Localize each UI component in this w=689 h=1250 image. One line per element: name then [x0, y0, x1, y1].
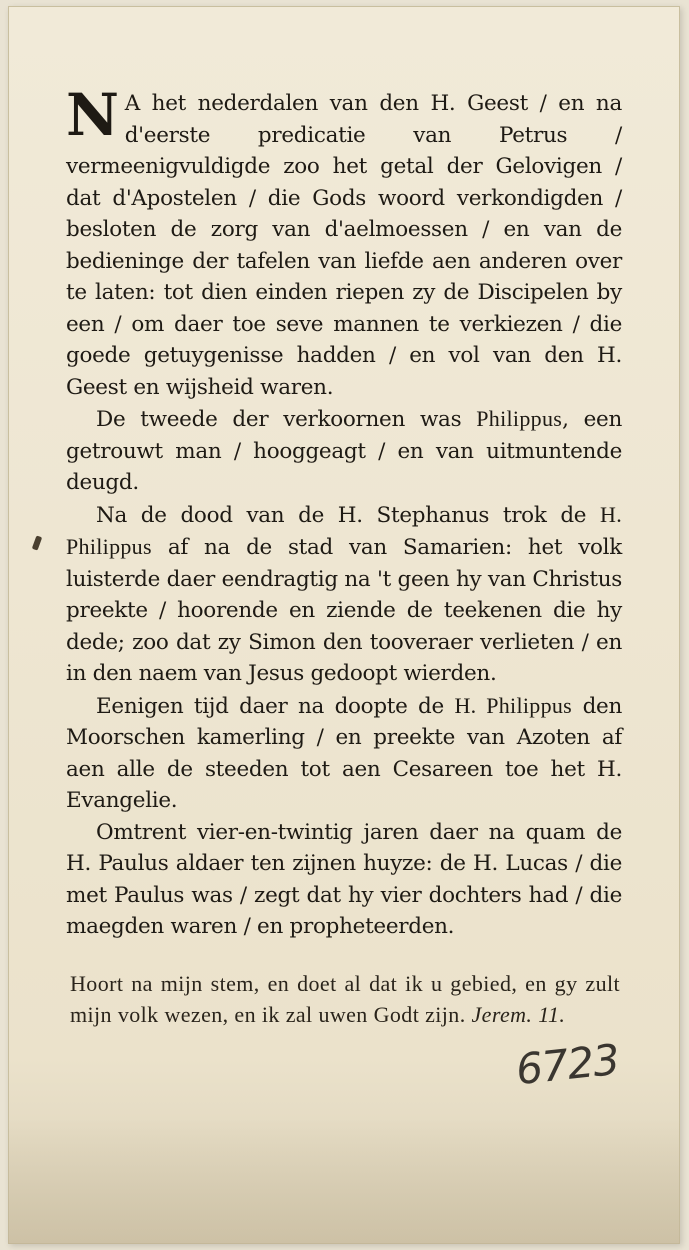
handwritten-number: 6723 — [513, 1034, 622, 1095]
paragraph-3-start: Na de dood van de H. Stephanus trok de — [96, 502, 587, 528]
paragraph-2-end: , een getrouwt man / hooggeagt / en van uitmuntende deugd. — [66, 407, 622, 495]
paragraph-1-text: A het nederdalen van den H. Geest / en na d'eerste predicatie van Petrus / vermeenigvuldigde zoo het getal der Gelovigen / dat d'Apostelen / die Gods woord verkondigden / besloten de zorg van d'aelmoessen / en van de bedieninge der tafelen van liefde aen anderen over te laten: tot dien einden riepen zy de Discipelen by een / om daer toe seve mannen te verkiezen / die goede getuygenisse hadden / en vol van den H. Geest en wijsheid waren. — [66, 91, 622, 400]
main-text — [66, 81, 622, 943]
paragraph-2 — [66, 403, 622, 499]
paragraph-3-name: H. Philippus — [66, 501, 622, 559]
paper-lower-stain — [8, 1118, 680, 1244]
quote-text: Hoort na mijn stem, en doet al dat ik u gebied, en gy zult mijn volk wezen, en ik zal uwen Godt zijn. — [70, 971, 620, 1027]
paragraph-1 — [66, 81, 622, 403]
paragraph-4-name: H. Philippus — [454, 692, 573, 718]
paragraph-5-text: Omtrent vier-en-twintig jaren daer na quam de H. Paulus aldaer ten zijnen huyze: de H. Lucas / die met Paulus was / zegt dat hy vier dochters had / die maegden waren / en propheteerden. — [66, 819, 622, 939]
scripture-quote — [70, 968, 620, 1030]
drop-cap: N — [66, 81, 119, 149]
paragraph-2-name: Philippus — [476, 406, 563, 431]
paragraph-4 — [66, 690, 622, 817]
quote-reference: Jerem. 11. — [471, 1002, 566, 1027]
paragraph-3 — [66, 499, 622, 690]
paragraph-3-end: af na de stad van Samarien: het volk luisterde daer eendragtig na 't geen hy van Christus preekte / hoorende en ziende de teekenen die hy dede; zoo dat zy Simon den tooveraer verlieten / en in den naem van Jesus gedoopt wierden. — [66, 535, 622, 686]
paragraph-5 — [66, 817, 622, 943]
paragraph-2-start: De tweede der verkoornen was — [96, 407, 462, 432]
paragraph-4-start: Eenigen tijd daer na doopte de — [96, 693, 444, 719]
paragraph-4-end: den Moorschen kamerling / en preekte van Azoten af aen alle de steeden tot aen Cesareen toe het H. Evangelie. — [66, 693, 622, 813]
